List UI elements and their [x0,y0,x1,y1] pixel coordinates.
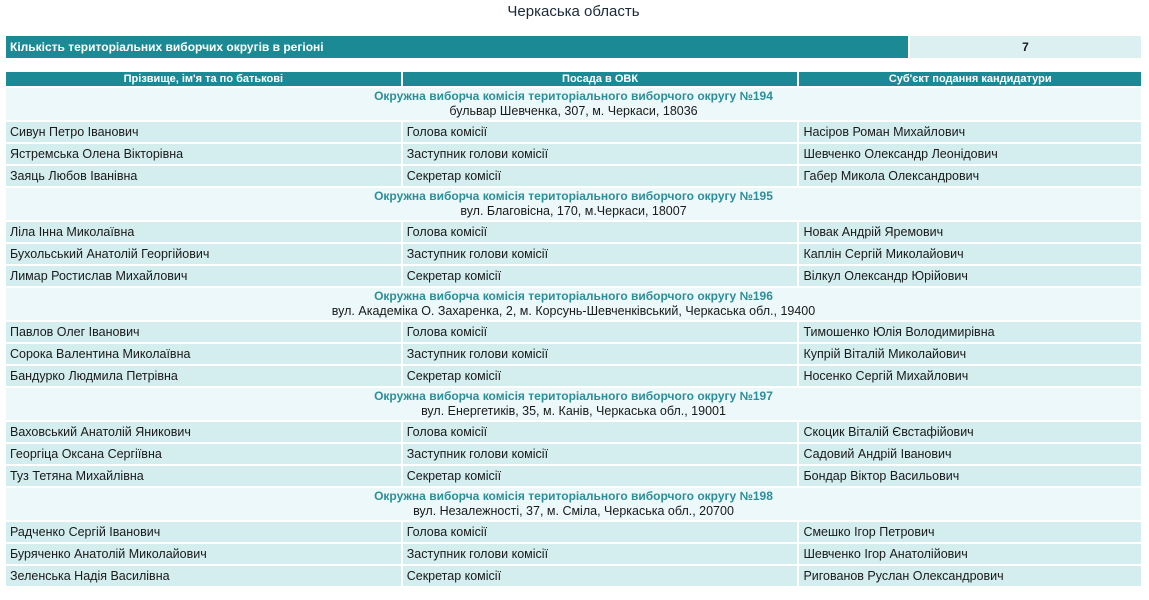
member-name: Георгіца Оксана Сергіївна [6,444,401,464]
table-row [6,244,1141,264]
table-row [6,544,1141,564]
member-position: Секретар комісії [403,566,798,586]
member-name: Бандурко Людмила Петрівна [6,366,401,386]
table-row [6,344,1141,364]
district-header [6,288,1141,320]
member-nominator: Садовий Андрій Іванович [799,444,1141,464]
member-position: Заступник голови комісії [403,244,798,264]
member-name: Радченко Сергій Іванович [6,522,401,542]
table-row [6,466,1141,486]
member-name: Заяць Любов Іванівна [6,166,401,186]
column-header-name: Прізвище, ім'я та по батькові [6,72,401,86]
district-header [6,488,1141,520]
member-position: Голова комісії [403,322,798,342]
member-name: Ваховський Анатолій Яникович [6,422,401,442]
district-name: Окружна виборча комісія територіального виборчого округу №195 [374,189,773,203]
table-row [6,266,1141,286]
member-name: Туз Тетяна Михайлівна [6,466,401,486]
member-position: Заступник голови комісії [403,344,798,364]
member-nominator: Купрій Віталій Миколайович [799,344,1141,364]
member-position: Секретар комісії [403,266,798,286]
member-name: Ястремська Олена Вікторівна [6,144,401,164]
table-row [6,422,1141,442]
member-name: Лимар Ростислав Михайлович [6,266,401,286]
summary-value: 7 [910,36,1141,58]
member-nominator: Габер Микола Олександрович [799,166,1141,186]
district-header-row [6,188,1141,220]
district-name: Окружна виборча комісія територіального виборчого округу №197 [374,389,773,403]
member-position: Заступник голови комісії [403,544,798,564]
table-header [6,72,1141,86]
column-header-nominator: Суб'єкт подання кандидатури [799,72,1141,86]
member-nominator: Вілкул Олександр Юрійович [799,266,1141,286]
table-row [6,522,1141,542]
district-header [6,188,1141,220]
member-nominator: Каплін Сергій Миколайович [799,244,1141,264]
member-position: Секретар комісії [403,166,798,186]
member-nominator: Шевченко Олександр Леонідович [799,144,1141,164]
member-position: Голова комісії [403,522,798,542]
summary-table [4,34,1143,60]
district-address: вул. Незалежності, 37, м. Сміла, Черкаська обл., 20700 [413,504,734,518]
member-name: Бухольський Анатолій Георгійович [6,244,401,264]
member-nominator: Носенко Сергій Михайлович [799,366,1141,386]
commission-table [4,70,1143,588]
district-address: вул. Академіка О. Захаренка, 2, м. Корсунь-Шевченківський, Черкаська обл., 19400 [331,304,816,318]
table-row [6,444,1141,464]
table-row [6,566,1141,586]
district-header-row [6,488,1141,520]
table-body [6,88,1141,586]
member-nominator: Скоцик Віталій Євстафійович [799,422,1141,442]
district-address: вул. Енергетиків, 35, м. Канів, Черкаська обл., 19001 [421,404,726,418]
member-position: Голова комісії [403,222,798,242]
member-position: Секретар комісії [403,366,798,386]
member-nominator: Насіров Роман Михайлович [799,122,1141,142]
district-name: Окружна виборча комісія територіального виборчого округу №194 [374,89,773,103]
table-row [6,144,1141,164]
member-position: Заступник голови комісії [403,144,798,164]
member-name: Буряченко Анатолій Миколайович [6,544,401,564]
district-header-row [6,288,1141,320]
member-position: Голова комісії [403,422,798,442]
member-nominator: Тимошенко Юлія Володимирівна [799,322,1141,342]
summary-row [6,36,1141,58]
district-address: вул. Благовісна, 170, м.Черкаси, 18007 [460,204,687,218]
table-row [6,322,1141,342]
column-header-position: Посада в ОВК [403,72,798,86]
member-position: Заступник голови комісії [403,444,798,464]
member-name: Сорока Валентина Миколаївна [6,344,401,364]
member-position: Секретар комісії [403,466,798,486]
table-row [6,122,1141,142]
member-nominator: Смешко Ігор Петрович [799,522,1141,542]
member-name: Павлов Олег Іванович [6,322,401,342]
member-name: Сивун Петро Іванович [6,122,401,142]
table-row [6,366,1141,386]
district-header-row [6,88,1141,120]
table-row [6,166,1141,186]
district-header-row [6,388,1141,420]
district-name: Окружна виборча комісія територіального виборчого округу №196 [374,289,773,303]
region-title: Черкаська область [507,3,640,20]
summary-label: Кількість територіальних виборчих округів в регіоні [6,36,908,58]
district-address: бульвар Шевченка, 307, м. Черкаси, 18036 [449,104,698,118]
district-header [6,388,1141,420]
member-nominator: Новак Андрій Яремович [799,222,1141,242]
member-name: Зеленська Надія Василівна [6,566,401,586]
member-position: Голова комісії [403,122,798,142]
table-row [6,222,1141,242]
member-name: Ліла Інна Миколаївна [6,222,401,242]
member-nominator: Бондар Віктор Васильович [799,466,1141,486]
member-nominator: Шевченко Ігор Анатолійович [799,544,1141,564]
district-header [6,88,1141,120]
member-nominator: Ригованов Руслан Олександрович [799,566,1141,586]
district-name: Окружна виборча комісія територіального виборчого округу №198 [374,489,773,503]
